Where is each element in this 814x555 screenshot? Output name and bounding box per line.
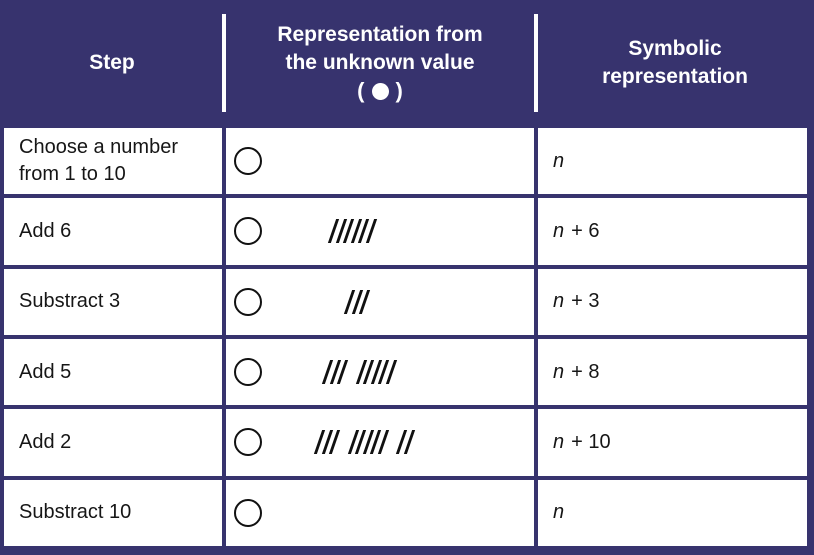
step-cell <box>4 269 222 335</box>
tally-group <box>348 290 371 314</box>
step-label: Substract 3 <box>19 290 121 313</box>
symbolic-variable: n <box>553 290 565 313</box>
table-body <box>0 126 814 555</box>
representation-cell <box>226 409 534 475</box>
tally-marks <box>326 360 408 384</box>
tally-group <box>326 360 349 384</box>
step-label: Choose a number from 1 to 10 <box>19 136 178 186</box>
symbolic-cell <box>538 198 807 264</box>
tally-marks <box>318 430 426 454</box>
symbolic-cell <box>538 269 807 335</box>
tally-group <box>400 430 415 454</box>
step-label: Add 6 <box>19 219 72 242</box>
symbolic-variable: n <box>553 430 565 453</box>
paren-open: ( <box>357 78 365 103</box>
step-cell <box>4 339 222 405</box>
tally-group <box>318 430 341 454</box>
header-cell-representation <box>224 0 536 126</box>
unknown-value-circle-icon <box>234 288 262 316</box>
tally-group <box>332 219 377 243</box>
representation-cell <box>226 198 534 264</box>
header-divider <box>534 14 538 112</box>
tally-group <box>352 430 390 454</box>
symbolic-cell <box>538 409 807 475</box>
tally-marks <box>332 219 388 243</box>
step-cell <box>4 480 222 546</box>
symbolic-cell <box>538 480 807 546</box>
representation-cell <box>226 128 534 194</box>
symbolic-suffix: + 6 <box>571 219 600 242</box>
step-label: Add 2 <box>19 430 72 453</box>
representation-cell <box>226 269 534 335</box>
symbolic-variable: n <box>553 501 565 524</box>
filled-circle-icon <box>372 83 389 100</box>
header-representation-legend <box>357 77 403 105</box>
header-step-label: Step <box>89 51 135 74</box>
symbolic-cell <box>538 339 807 405</box>
unknown-value-circle-icon <box>234 217 262 245</box>
step-label: Add 5 <box>19 360 72 383</box>
symbolic-variable: n <box>553 219 565 242</box>
representation-cell <box>226 339 534 405</box>
header-cell-step <box>0 0 224 126</box>
symbolic-suffix: + 10 <box>571 430 611 453</box>
header-cell-symbolic <box>536 0 814 126</box>
header-representation-line1: Representation from <box>277 23 483 46</box>
tally-marks <box>348 290 382 314</box>
step-cell <box>4 198 222 264</box>
representation-cell <box>226 480 534 546</box>
step-cell <box>4 409 222 475</box>
table-header <box>0 0 814 126</box>
header-representation-line2: the unknown value <box>285 51 475 74</box>
unknown-value-circle-icon <box>234 147 262 175</box>
symbolic-variable: n <box>553 149 565 172</box>
symbolic-suffix: + 8 <box>571 360 600 383</box>
paren-close: ) <box>395 78 403 103</box>
step-label: Substract 10 <box>19 501 132 524</box>
unknown-value-circle-icon <box>234 499 262 527</box>
symbolic-variable: n <box>553 360 565 383</box>
step-cell <box>4 128 222 194</box>
unknown-value-circle-icon <box>234 428 262 456</box>
header-symbolic-label: Symbolic representation <box>602 37 748 88</box>
symbolic-cell <box>538 128 807 194</box>
symbolic-suffix: + 3 <box>571 290 600 313</box>
header-divider <box>222 14 226 112</box>
unknown-value-circle-icon <box>234 358 262 386</box>
tally-group <box>360 360 398 384</box>
